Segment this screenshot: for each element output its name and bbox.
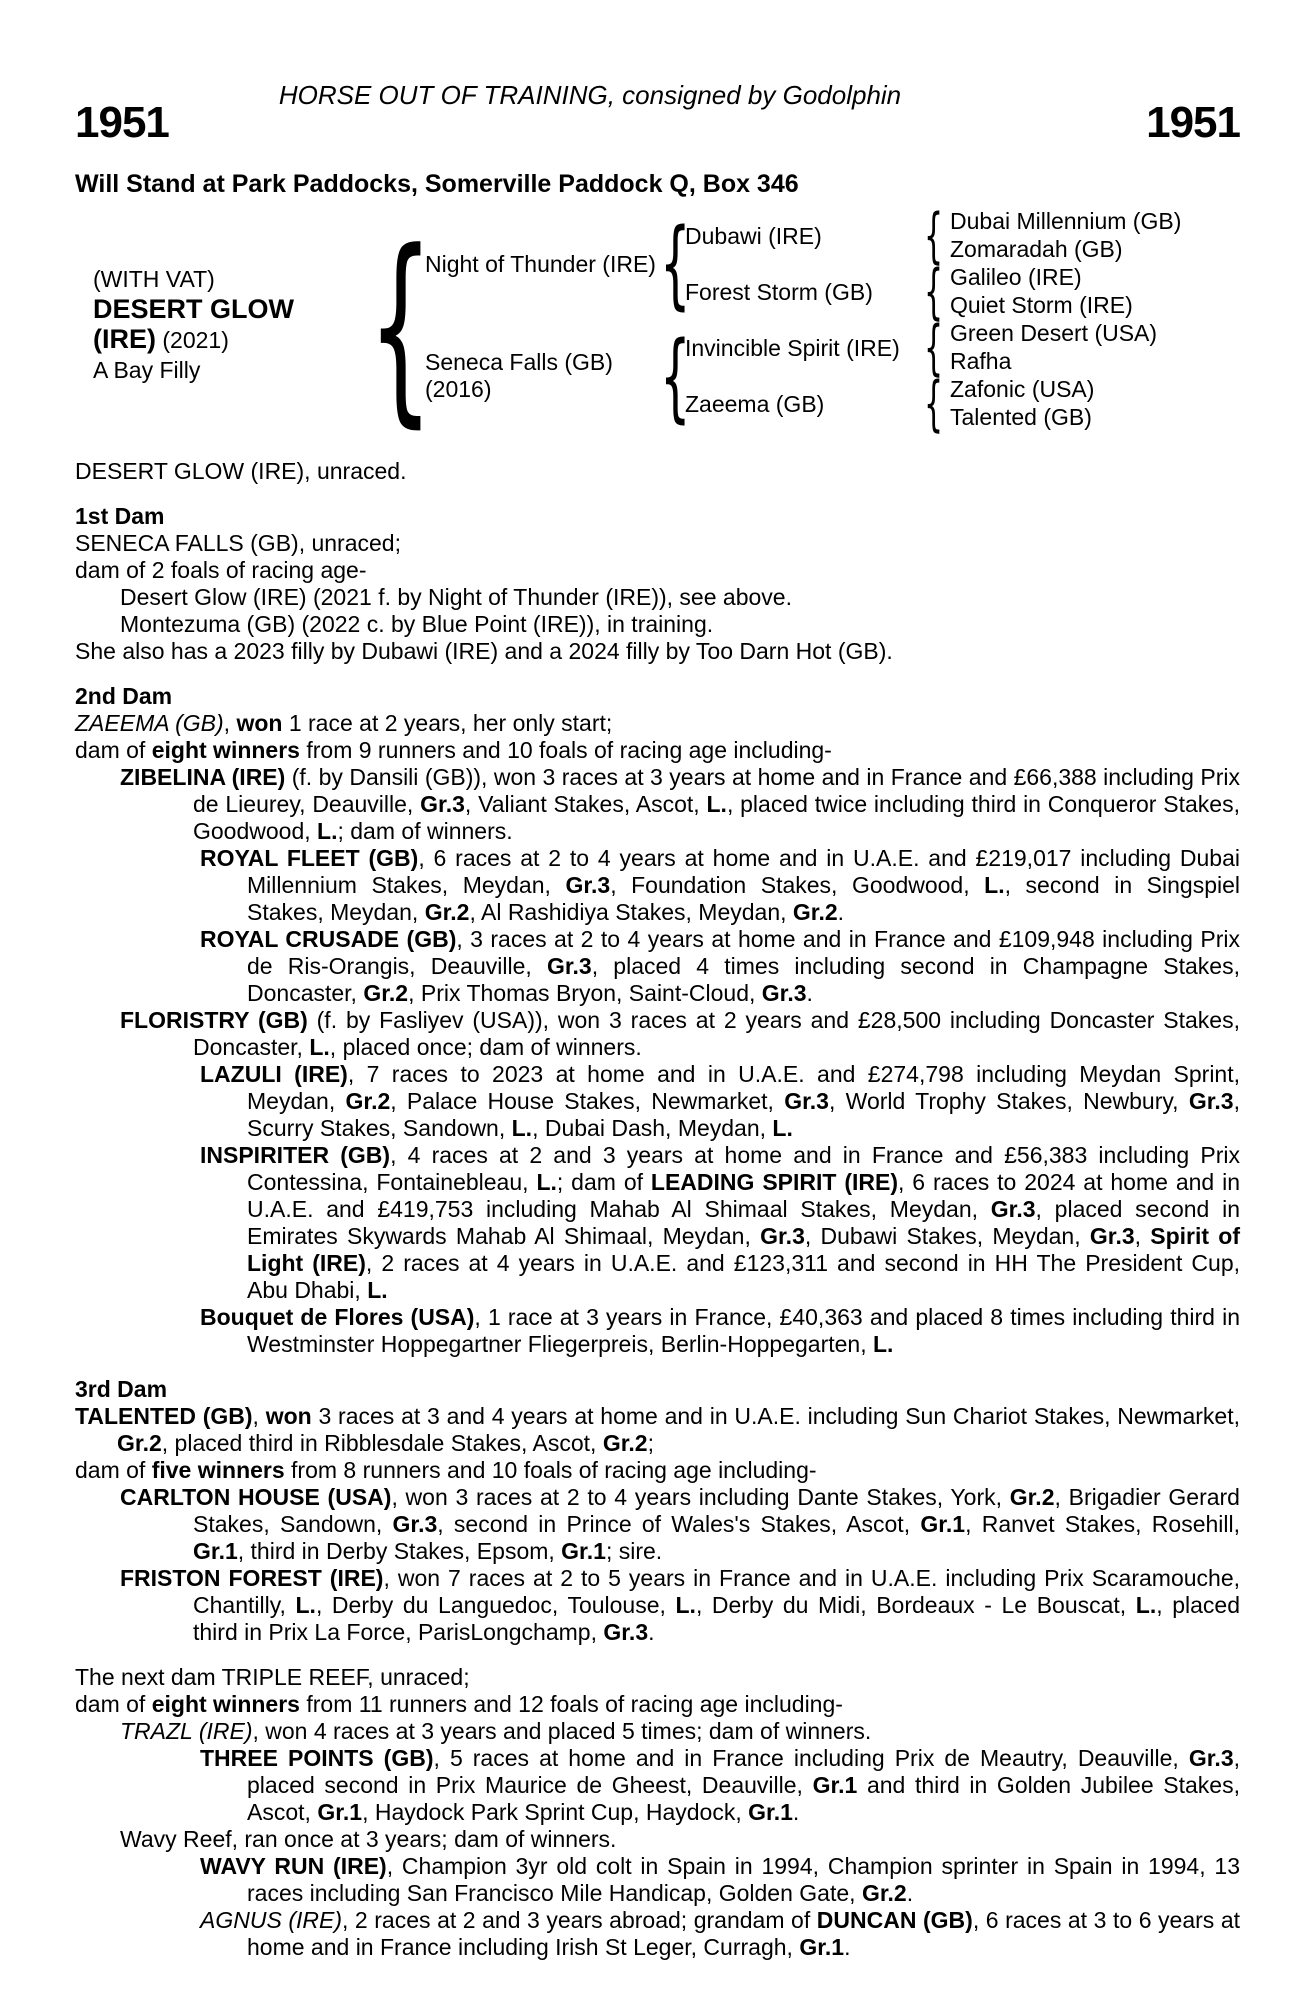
text-run: , 6 races at 3 to 6 years at home and in France including Irish St Leger, Curragh, bbox=[247, 1907, 1240, 1960]
text-run: , Champion 3yr old colt in Spain in 1994, Champion sprinter in Spain in 1994, 13 races including San Francisco Mile Handicap, Golden Gate, bbox=[247, 1853, 1240, 1906]
first-dam-note bbox=[75, 638, 1240, 665]
text-run: Desert Glow (IRE) (2021 f. by Night of Thunder (IRE)), see above. bbox=[120, 584, 792, 610]
produce-montezuma bbox=[75, 611, 1240, 638]
text-run: Gr.2 bbox=[861, 1880, 907, 1906]
text-run: The next dam TRIPLE REEF, unraced; bbox=[75, 1664, 470, 1690]
text-run: ; dam of bbox=[556, 1169, 651, 1195]
text-run: ZAEEMA (GB) bbox=[75, 710, 224, 736]
text-run: , Prix Thomas Bryon, Saint-Cloud, bbox=[408, 980, 762, 1006]
text-run: Gr.2 bbox=[363, 980, 409, 1006]
para-agnus bbox=[75, 1907, 1240, 1961]
text-run: L. bbox=[536, 1169, 557, 1195]
text-run: , placed 4 times including second in Champagne Stakes, Doncaster, bbox=[247, 953, 1240, 1006]
text-run: , placed twice including third in Conqueror Stakes, Goodwood, bbox=[193, 791, 1240, 844]
lot-number-right: 1951 bbox=[1146, 98, 1240, 147]
para-bouquet-de-flores bbox=[75, 1304, 1240, 1358]
text-run: , Derby du Midi, Bordeaux - Le Bouscat, bbox=[695, 1592, 1136, 1618]
second-dam-produce-intro bbox=[75, 737, 1240, 764]
para-royal-crusade bbox=[75, 926, 1240, 1007]
text-run: L. bbox=[772, 1115, 793, 1141]
pedigree-ggp: Rafha bbox=[950, 348, 1012, 374]
text-run: L. bbox=[367, 1277, 388, 1303]
text-run: Gr.2 bbox=[1009, 1484, 1055, 1510]
text-run: , Haydock Park Sprint Cup, Haydock, bbox=[362, 1799, 749, 1825]
text-run: FRISTON FOREST (IRE) bbox=[120, 1565, 384, 1591]
next-dam-record bbox=[75, 1664, 1240, 1691]
text-run: SENECA FALLS (GB), unraced; bbox=[75, 530, 401, 556]
text-run: Gr.2 bbox=[602, 1430, 648, 1456]
text-run: Gr.3 bbox=[784, 1088, 829, 1114]
text-run: Gr.1 bbox=[317, 1799, 363, 1825]
text-run: AGNUS (IRE) bbox=[200, 1907, 342, 1933]
text-run: Gr.1 bbox=[920, 1511, 966, 1537]
text-run: Gr.3 bbox=[1089, 1223, 1135, 1249]
pedigree-dam bbox=[425, 349, 613, 403]
text-run: Gr.1 bbox=[799, 1934, 845, 1960]
text-run: Gr.2 bbox=[117, 1430, 162, 1456]
text-run: ; dam of winners. bbox=[337, 818, 513, 844]
subject-race-record bbox=[75, 458, 1240, 485]
text-run: LEADING SPIRIT (IRE) bbox=[650, 1169, 899, 1195]
third-dam-record bbox=[75, 1403, 1240, 1457]
text-run: Gr.3 bbox=[603, 1619, 649, 1645]
text-run: from 11 runners and 12 foals of racing age including- bbox=[299, 1691, 843, 1717]
text-run: , second in Prince of Wales's Stakes, Ascot, bbox=[437, 1511, 921, 1537]
para-floristry bbox=[75, 1007, 1240, 1061]
text-run: . bbox=[648, 1619, 655, 1645]
pedigree-ggp: Zomaradah (GB) bbox=[950, 236, 1123, 262]
subject-block bbox=[93, 264, 294, 385]
text-run: , 2 races at 2 and 3 years abroad; grandam of bbox=[342, 1907, 817, 1933]
text-run: and third in Golden Jubilee Stakes, Ascot, bbox=[247, 1772, 1240, 1825]
text-run: DESERT GLOW (IRE), unraced. bbox=[75, 458, 407, 484]
pedigree-ggp: Green Desert (USA) bbox=[950, 320, 1158, 346]
text-run: Gr.1 bbox=[561, 1538, 606, 1564]
text-run: . bbox=[792, 1799, 800, 1825]
text-run: ROYAL FLEET (GB) bbox=[200, 845, 419, 871]
text-run: ROYAL CRUSADE (GB) bbox=[200, 926, 457, 952]
text-run: , Brigadier Gerard Stakes, Sandown, bbox=[193, 1484, 1240, 1537]
text-run: dam of 2 foals of racing age- bbox=[75, 557, 367, 583]
pedigree-sire-brace-icon: { bbox=[660, 208, 691, 320]
text-run: , World Trophy Stakes, Newbury, bbox=[828, 1088, 1189, 1114]
pedigree-ggp: Zafonic (USA) bbox=[950, 376, 1095, 402]
first-dam-record bbox=[75, 530, 1240, 557]
text-run: , Dubawi Stakes, Meydan, bbox=[804, 1223, 1090, 1249]
subject-name: DESERT GLOW bbox=[93, 294, 294, 324]
para-friston-forest bbox=[75, 1565, 1240, 1646]
text-run: , Ranvet Stakes, Rosehill, bbox=[965, 1511, 1240, 1537]
text-run: Gr.1 bbox=[748, 1799, 793, 1825]
text-run: won bbox=[265, 1403, 312, 1429]
para-zibelina bbox=[75, 764, 1240, 845]
text-run: Gr.3 bbox=[1188, 1088, 1234, 1114]
text-run: Gr.3 bbox=[565, 872, 611, 898]
heading-3rd-dam bbox=[75, 1376, 1240, 1403]
text-run: . bbox=[837, 899, 845, 925]
text-run: (f. by Dansili (GB)), won 3 races at 3 years at home and in France and £66,388 including Prix de Lieurey, Deauville, bbox=[193, 764, 1240, 817]
pedigree-ggp: Talented (GB) bbox=[950, 404, 1092, 430]
subject-suffix: (IRE) bbox=[93, 324, 156, 354]
text-run: , bbox=[1134, 1223, 1151, 1249]
text-run: , placed third in Ribblesdale Stakes, Ascot, bbox=[161, 1430, 603, 1456]
para-wavy-run bbox=[75, 1853, 1240, 1907]
para-royal-fleet bbox=[75, 845, 1240, 926]
text-run: , 7 races to 2023 at home and in U.A.E. and £274,798 including Meydan Sprint, Meydan, bbox=[247, 1061, 1241, 1114]
text-run: Spirit of Light (IRE) bbox=[247, 1223, 1241, 1276]
para-lazuli bbox=[75, 1061, 1240, 1142]
pedigree-main-brace-icon: { bbox=[368, 208, 434, 446]
pedigree-ggp: Quiet Storm (IRE) bbox=[950, 292, 1133, 318]
text-run: , Dubai Dash, Meydan, bbox=[532, 1115, 773, 1141]
pedigree-dam-brace-icon: { bbox=[660, 321, 691, 433]
text-run: 3rd Dam bbox=[75, 1376, 168, 1402]
text-run: Bouquet de Flores (USA) bbox=[200, 1304, 475, 1330]
second-dam-record bbox=[75, 710, 1240, 737]
text-run: , second in Singspiel Stakes, Meydan, bbox=[247, 872, 1240, 925]
text-run: Gr.3 bbox=[990, 1196, 1036, 1222]
text-run: won bbox=[236, 710, 283, 736]
text-run: Gr.3 bbox=[546, 953, 592, 979]
text-run: . bbox=[844, 1934, 851, 1960]
heading-2nd-dam bbox=[75, 683, 1240, 710]
third-dam-produce-intro bbox=[75, 1457, 1240, 1484]
text-run: Gr.3 bbox=[420, 791, 465, 817]
text-run: L. bbox=[872, 1331, 894, 1357]
next-dam-produce-intro bbox=[75, 1691, 1240, 1718]
text-run: THREE POINTS (GB) bbox=[200, 1745, 434, 1771]
lot-number-left: 1951 bbox=[75, 98, 169, 147]
para-inspiriter bbox=[75, 1142, 1240, 1304]
pedigree-brace-icon: { bbox=[924, 369, 944, 439]
subject-year: (2021) bbox=[156, 327, 229, 353]
pedigree-brace-icon: { bbox=[924, 257, 944, 327]
text-run: , Derby du Languedoc, Toulouse, bbox=[315, 1592, 676, 1618]
text-run: L. bbox=[309, 1034, 330, 1060]
text-run: L. bbox=[1135, 1592, 1157, 1618]
text-run: , Al Rashidiya Stakes, Meydan, bbox=[469, 899, 793, 925]
text-run: , placed second in Emirates Skywards Mahab Al Shimaal, Meydan, bbox=[247, 1196, 1240, 1249]
text-run: dam of bbox=[75, 1691, 152, 1717]
text-run: , 5 races at home and in France including Prix de Meautry, Deauville, bbox=[433, 1745, 1189, 1771]
text-run: Gr.2 bbox=[345, 1088, 391, 1114]
first-dam-produce-intro bbox=[75, 557, 1240, 584]
text-run: , 3 races at 2 to 4 years at home and in France and £109,948 including Prix de Ris-Orangis, Deauville, bbox=[247, 926, 1240, 979]
catalog-text bbox=[75, 458, 1240, 1961]
text-run: , bbox=[223, 710, 237, 736]
subject-description: A Bay Filly bbox=[93, 357, 201, 383]
pedigree-dam-sire: Invincible Spirit (IRE) bbox=[685, 335, 900, 361]
text-run: L. bbox=[295, 1592, 316, 1618]
vat-note: (WITH VAT) bbox=[93, 266, 215, 292]
text-run: , won 3 races at 2 to 4 years including Dante Stakes, York, bbox=[391, 1484, 1010, 1510]
text-run: Gr.1 bbox=[193, 1538, 238, 1564]
text-run: , Foundation Stakes, Goodwood, bbox=[610, 872, 985, 898]
para-wavy-reef bbox=[75, 1826, 1240, 1853]
text-run: Montezuma (GB) (2022 c. by Blue Point (IRE)), in training. bbox=[120, 611, 714, 637]
text-run: , bbox=[252, 1403, 266, 1429]
text-run: 2nd Dam bbox=[75, 683, 173, 709]
text-run: DUNCAN (GB) bbox=[816, 1907, 973, 1933]
pedigree-sire: Night of Thunder (IRE) bbox=[425, 251, 656, 277]
text-run: , 4 races at 2 and 3 years at home and in France and £56,383 including Prix Contessina, Fontainebleau, bbox=[247, 1142, 1240, 1195]
para-carlton-house bbox=[75, 1484, 1240, 1565]
text-run: , Scurry Stakes, Sandown, bbox=[247, 1088, 1240, 1141]
text-run: ; sire. bbox=[605, 1538, 663, 1564]
text-run: , 2 races at 4 years in U.A.E. and £123,311 and second in HH The President Cup, Abu Dhabi, bbox=[247, 1250, 1240, 1303]
pedigree-table bbox=[75, 200, 1240, 450]
text-run: , third in Derby Stakes, Epsom, bbox=[237, 1538, 562, 1564]
text-run: , placed once; dam of winners. bbox=[329, 1034, 642, 1060]
text-run: from 8 runners and 10 foals of racing age including- bbox=[284, 1457, 817, 1483]
pedigree-sire-dam: Forest Storm (GB) bbox=[685, 279, 873, 305]
text-run: TRAZL (IRE) bbox=[120, 1718, 253, 1744]
text-run: , placed third in Prix La Force, ParisLongchamp, bbox=[193, 1592, 1240, 1645]
text-run: Wavy Reef, ran once at 3 years; dam of winners. bbox=[120, 1826, 617, 1852]
text-run: L. bbox=[706, 791, 727, 817]
text-run: Gr.3 bbox=[761, 980, 807, 1006]
text-run: Gr.3 bbox=[760, 1223, 805, 1249]
text-run: ZIBELINA (IRE) bbox=[120, 764, 286, 790]
subject-suffix-year bbox=[93, 324, 294, 355]
text-run: Gr.3 bbox=[1188, 1745, 1234, 1771]
text-run: Gr.1 bbox=[812, 1772, 858, 1798]
text-run: L. bbox=[317, 818, 338, 844]
pedigree-dam-dam: Zaeema (GB) bbox=[685, 391, 825, 417]
pedigree-ggp: Dubai Millennium (GB) bbox=[950, 208, 1182, 234]
heading-1st-dam bbox=[75, 503, 1240, 530]
pedigree-brace-icon: { bbox=[924, 313, 944, 383]
text-run: , placed second in Prix Maurice de Gheest, Deauville, bbox=[247, 1745, 1241, 1798]
text-run: Gr.3 bbox=[392, 1511, 438, 1537]
consignor-line: HORSE OUT OF TRAINING, consigned by Godolphin bbox=[278, 80, 902, 110]
text-run: from 9 runners and 10 foals of racing age including- bbox=[299, 737, 832, 763]
text-run: WAVY RUN (IRE) bbox=[200, 1853, 387, 1879]
text-run: , Valiant Stakes, Ascot, bbox=[464, 791, 707, 817]
pedigree-ggp: Galileo (IRE) bbox=[950, 264, 1082, 290]
para-trazl bbox=[75, 1718, 1240, 1745]
text-run: five winners bbox=[151, 1457, 285, 1483]
text-run: (f. by Fasliyev (USA)), won 3 races at 2 years and £28,500 including Doncaster Stakes, Doncaster, bbox=[193, 1007, 1240, 1060]
text-run: , 6 races at 2 to 4 years at home and in U.A.E. and £219,017 including Dubai Millennium Stakes, Meydan, bbox=[247, 845, 1241, 898]
text-run: L. bbox=[675, 1592, 696, 1618]
text-run: , won 4 races at 3 years and placed 5 times; dam of winners. bbox=[252, 1718, 872, 1744]
para-three-points bbox=[75, 1745, 1240, 1826]
produce-desert-glow bbox=[75, 584, 1240, 611]
text-run: TALENTED (GB) bbox=[75, 1403, 253, 1429]
text-run: , 6 races to 2024 at home and in U.A.E. and £419,753 including Mahab Al Shimaal Stakes, Meydan, bbox=[247, 1169, 1240, 1222]
pedigree-dam-year: (2016) bbox=[425, 376, 492, 402]
text-run: 1 race at 2 years, her only start; bbox=[282, 710, 613, 736]
text-run: eight winners bbox=[151, 737, 300, 763]
text-run: L. bbox=[984, 872, 1005, 898]
text-run: dam of bbox=[75, 737, 152, 763]
text-run: Gr.2 bbox=[424, 899, 470, 925]
text-run: LAZULI (IRE) bbox=[200, 1061, 348, 1087]
pedigree-brace-icon: { bbox=[924, 201, 944, 271]
text-run: INSPIRITER (GB) bbox=[200, 1142, 391, 1168]
stand-location-line: Will Stand at Park Paddocks, Somerville Paddock Q, Box 346 bbox=[75, 170, 799, 198]
text-run: 3 races at 3 and 4 years at home and in U.A.E. including Sun Chariot Stakes, Newmarket, bbox=[311, 1403, 1240, 1429]
text-run: L. bbox=[511, 1115, 533, 1141]
text-run: eight winners bbox=[151, 1691, 300, 1717]
text-run: . bbox=[806, 980, 813, 1006]
text-run: CARLTON HOUSE (USA) bbox=[120, 1484, 392, 1510]
text-run: She also has a 2023 filly by Dubawi (IRE) and a 2024 filly by Too Darn Hot (GB). bbox=[75, 638, 893, 664]
text-run: Gr.2 bbox=[792, 899, 838, 925]
text-run: , Palace House Stakes, Newmarket, bbox=[390, 1088, 785, 1114]
text-run: 1st Dam bbox=[75, 503, 165, 529]
pedigree-sire-sire: Dubawi (IRE) bbox=[685, 223, 822, 249]
text-run: FLORISTRY (GB) bbox=[120, 1007, 308, 1033]
text-run: dam of bbox=[75, 1457, 152, 1483]
text-run: . bbox=[906, 1880, 914, 1906]
text-run: ; bbox=[647, 1430, 654, 1456]
text-run: , won 7 races at 2 to 5 years in France and in U.A.E. including Prix Scaramouche, Chantilly, bbox=[193, 1565, 1241, 1618]
text-run: , 1 race at 3 years in France, £40,363 and placed 8 times including third in Westminster Hoppegartner Fliegerpreis, Berlin-Hoppegarten, bbox=[247, 1304, 1240, 1357]
pedigree-dam-name: Seneca Falls (GB) bbox=[425, 349, 613, 375]
